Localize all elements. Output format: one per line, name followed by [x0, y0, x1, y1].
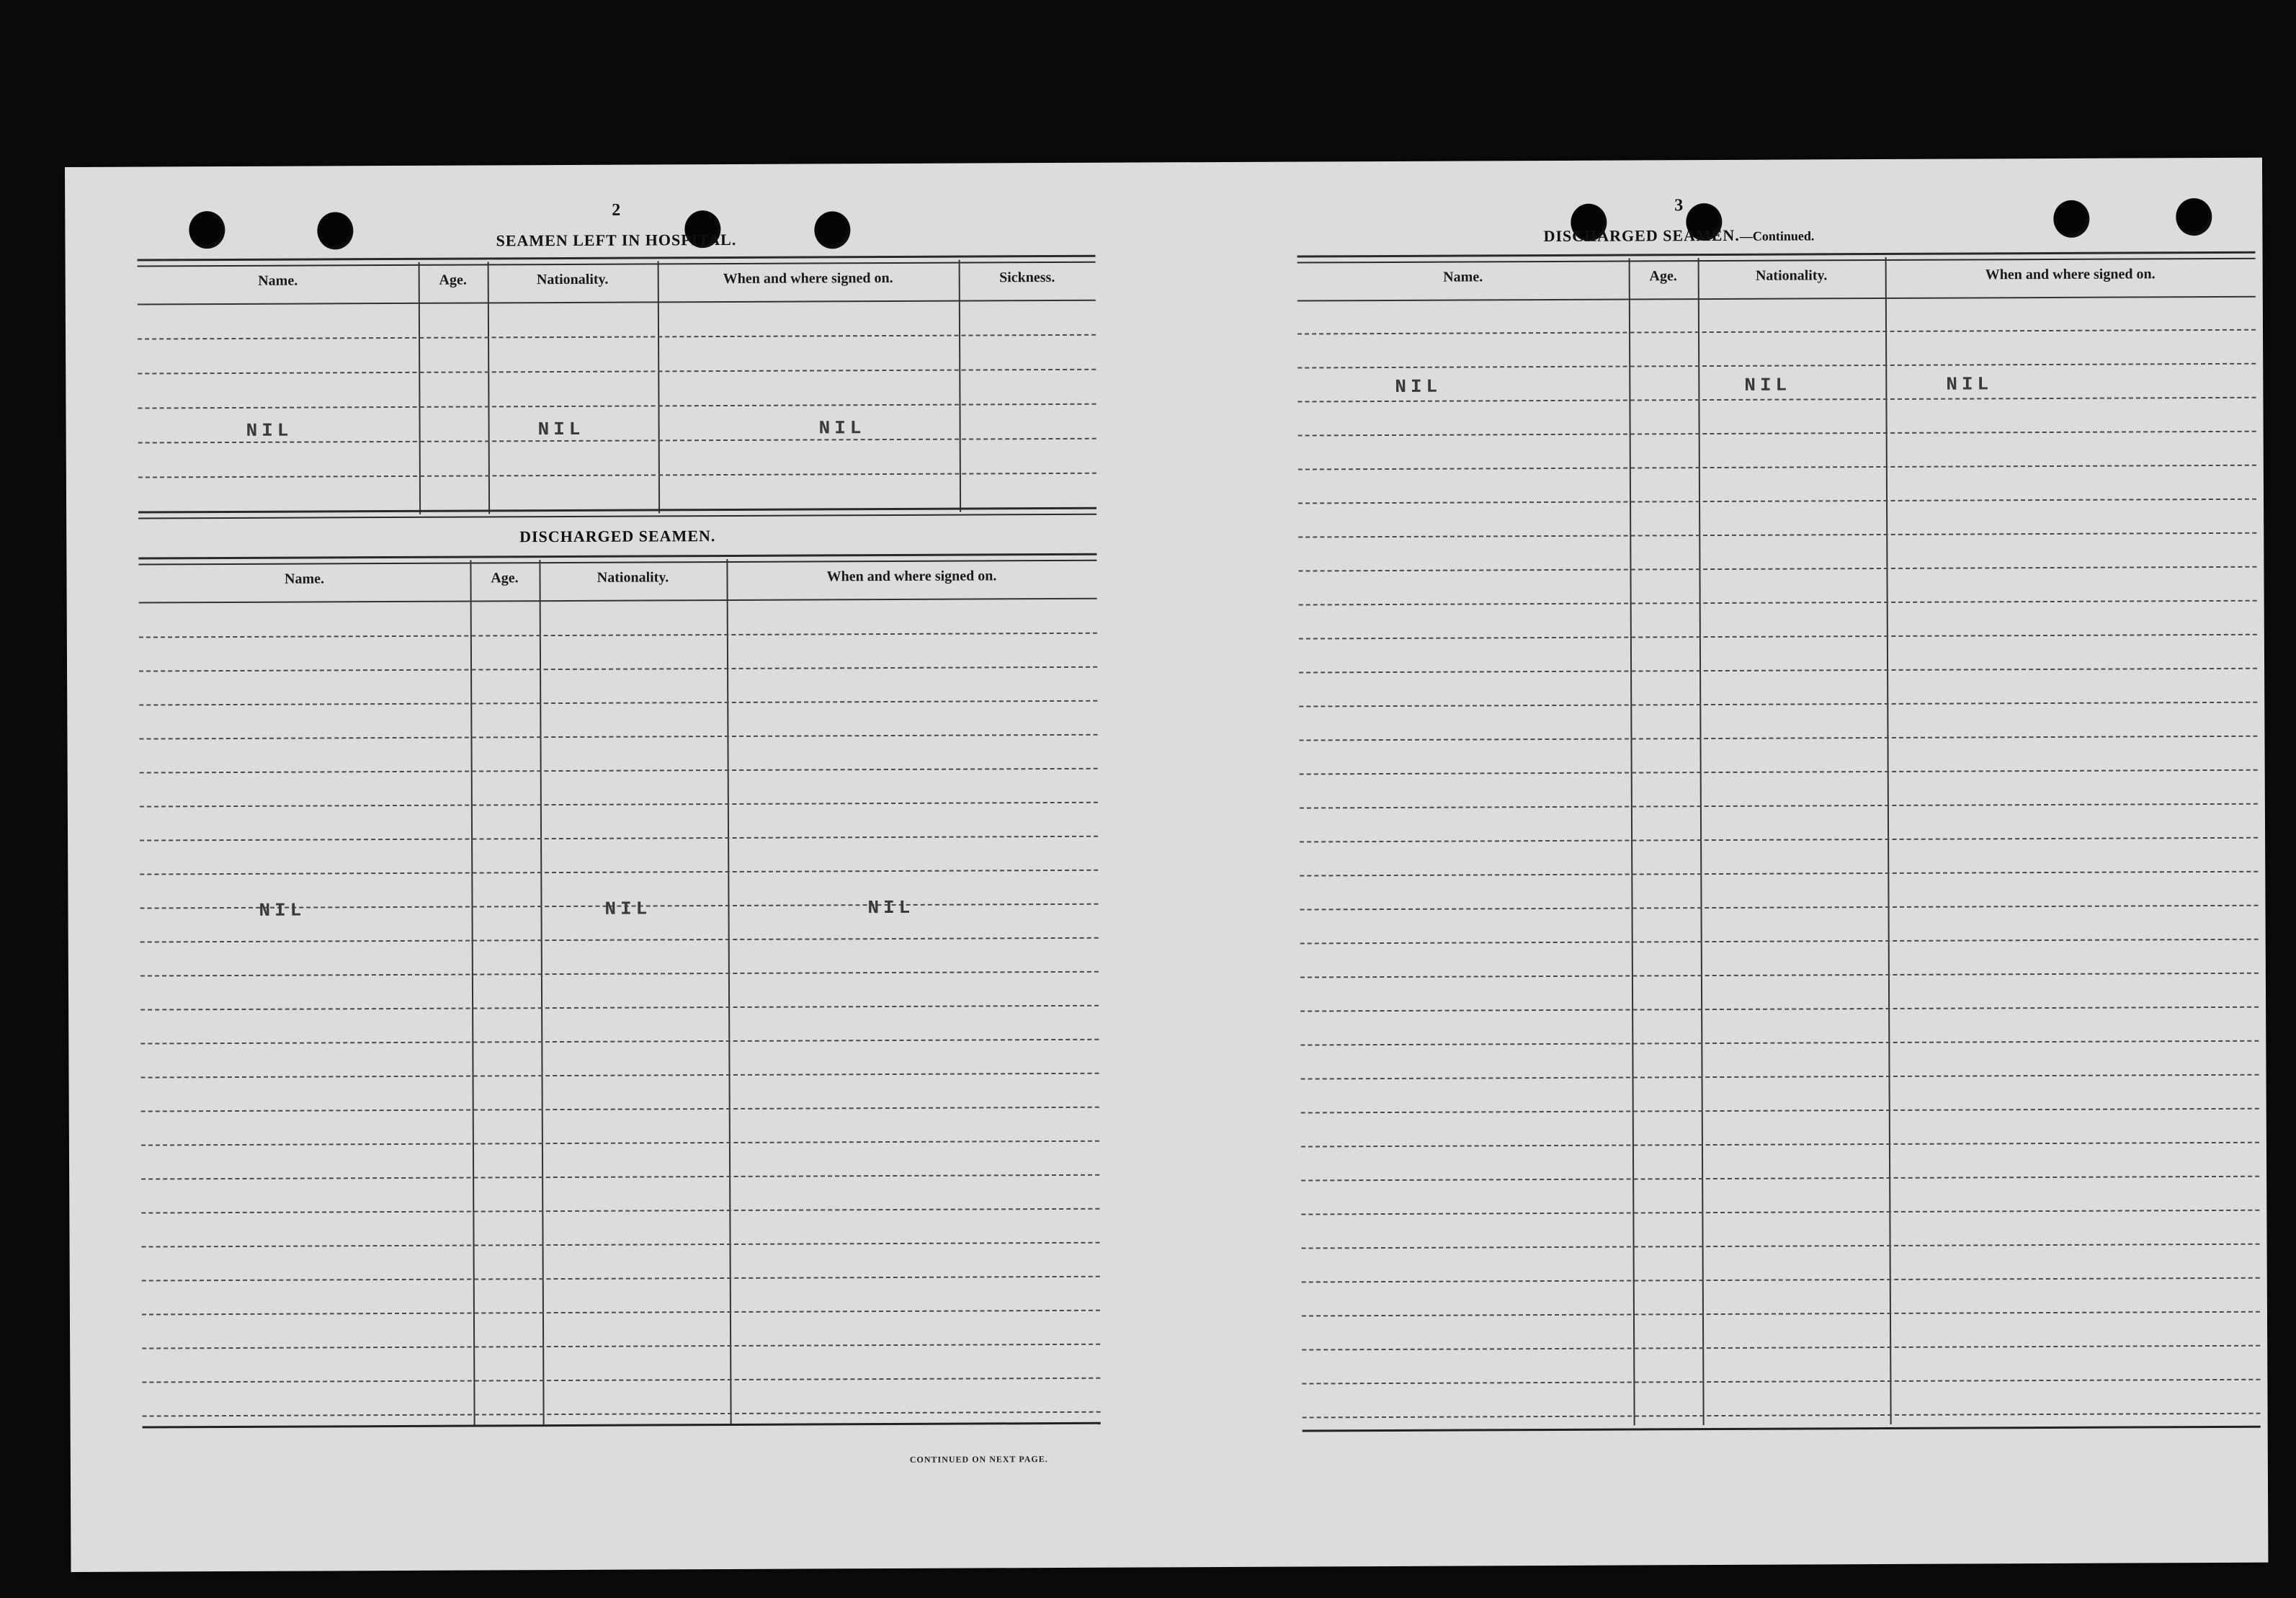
- table-row: [140, 870, 1098, 875]
- table-row: [138, 403, 1096, 409]
- table-top-rule: [138, 553, 1096, 566]
- column-header-nationality: Nationality.: [536, 271, 609, 288]
- table-row: [140, 1039, 1099, 1045]
- column-header-signed-on: When and where signed on.: [723, 269, 893, 287]
- table-row: [140, 937, 1099, 943]
- page-number: 3: [1674, 196, 1684, 215]
- column-header-age: Age.: [491, 570, 519, 586]
- nationality-entry: NIL: [537, 418, 585, 441]
- column-header-signed-on: When and where signed on.: [1985, 266, 2156, 283]
- table-row: [142, 1242, 1100, 1248]
- table-row: [140, 768, 1098, 774]
- table-row: [1300, 803, 2258, 809]
- table-row: [1301, 1142, 2259, 1148]
- table-row: [1299, 600, 2257, 606]
- column-header-name: Name.: [284, 571, 325, 587]
- signed-on-entry: NIL: [867, 896, 915, 919]
- column-header-age: Age.: [439, 272, 467, 288]
- table-header: [138, 568, 1096, 601]
- table-row: [1299, 702, 2257, 708]
- name-entry: NIL: [259, 899, 306, 921]
- table-row: [141, 1208, 1099, 1214]
- continued-note: CONTINUED ON NEXT PAGE.: [909, 1454, 1048, 1465]
- table-top-rule: [1297, 251, 2256, 264]
- table-row: [138, 473, 1096, 478]
- table-row: [1302, 1244, 2260, 1249]
- table-row: [142, 1344, 1100, 1349]
- table-row: [1300, 1040, 2259, 1046]
- table-row: [1301, 1210, 2259, 1215]
- table-row: [138, 334, 1096, 340]
- table-row: [1300, 905, 2259, 911]
- table-row: [1299, 736, 2257, 741]
- name-entry: NIL: [1395, 375, 1442, 398]
- table-row: [142, 1378, 1100, 1383]
- table-row: [1298, 431, 2256, 437]
- column-header-age: Age.: [1649, 268, 1677, 285]
- table-row: [140, 1005, 1099, 1011]
- table-row: [141, 1073, 1099, 1079]
- table-row: [139, 666, 1097, 672]
- table-row: [139, 700, 1097, 706]
- table-bottom-rule: [143, 1422, 1101, 1429]
- table-row: [1300, 837, 2258, 843]
- table-row: [1302, 1311, 2260, 1317]
- name-entry: NIL: [246, 419, 293, 442]
- table-row: [1298, 566, 2256, 572]
- table-row: [1302, 1345, 2260, 1351]
- table-row: [139, 633, 1097, 638]
- ledger-paper: [65, 158, 2268, 1572]
- title-suffix: —Continued.: [1739, 228, 1815, 244]
- table-header: [1297, 266, 2256, 299]
- punch-hole: [814, 211, 850, 249]
- table-row: [1298, 499, 2256, 504]
- table-row: [1300, 973, 2259, 978]
- punch-hole: [2176, 198, 2212, 236]
- table-row: [1302, 1379, 2260, 1385]
- table-row: [1302, 1277, 2260, 1283]
- table-row: [141, 1141, 1099, 1146]
- nationality-entry: NIL: [604, 898, 652, 920]
- signed-on-entry: NIL: [1946, 373, 1993, 396]
- column-header-nationality: Nationality.: [1755, 267, 1828, 284]
- table-row: [1299, 668, 2257, 674]
- column-header-signed-on: When and where signed on.: [826, 568, 997, 585]
- section-title-hospital: SEAMEN LEFT IN HOSPITAL.: [496, 230, 737, 250]
- title-main: DISCHARGED SEAMEN.: [1543, 226, 1740, 246]
- table-row: [1301, 1108, 2259, 1114]
- table-row: [1298, 465, 2256, 470]
- table-row: [1301, 1074, 2259, 1080]
- table-row: [140, 971, 1099, 977]
- column-divider: [470, 561, 475, 1425]
- section-title-discharged: DISCHARGED SEAMEN.: [519, 527, 716, 546]
- table-row: [142, 1310, 1100, 1316]
- punch-hole: [2053, 200, 2089, 238]
- table-row: [1300, 1006, 2259, 1012]
- signed-on-entry: NIL: [818, 417, 866, 439]
- table-row: [141, 1107, 1099, 1112]
- hospital-table: [138, 255, 1097, 526]
- table-row: [1297, 397, 2256, 403]
- left-page: [65, 162, 1151, 1572]
- right-page: [1218, 158, 2268, 1567]
- nationality-entry: NIL: [1744, 374, 1792, 396]
- page-number: 2: [612, 200, 621, 220]
- table-row: [1298, 532, 2256, 538]
- table-row: [138, 369, 1096, 375]
- section-title-discharged-continued: [1543, 226, 1814, 246]
- column-header-name: Name.: [258, 272, 298, 289]
- table-bottom-rule: [138, 507, 1096, 519]
- table-row: [140, 802, 1098, 808]
- column-header-sickness: Sickness.: [999, 269, 1055, 286]
- table-top-rule: [138, 255, 1096, 267]
- punch-hole: [189, 211, 225, 249]
- table-row: [141, 1174, 1099, 1180]
- table-bottom-rule: [1303, 1426, 2261, 1432]
- table-row: [1299, 634, 2257, 640]
- table-row: [1300, 769, 2258, 775]
- table-row: [1300, 871, 2258, 877]
- discharged-table: [138, 553, 1100, 1444]
- column-divider: [539, 560, 544, 1424]
- table-row: [1297, 363, 2256, 369]
- column-header-nationality: Nationality.: [597, 569, 669, 586]
- table-row: [1297, 329, 2256, 335]
- table-header: [138, 269, 1096, 303]
- table-row: [1300, 939, 2259, 945]
- table-row: [142, 1276, 1100, 1282]
- table-row: [143, 1411, 1101, 1417]
- table-row: [1303, 1413, 2261, 1419]
- table-row: [1301, 1176, 2259, 1182]
- discharged-continued-table: [1297, 251, 2261, 1445]
- table-row: [139, 734, 1097, 740]
- column-header-name: Name.: [1443, 269, 1483, 285]
- punch-hole: [317, 212, 353, 249]
- column-divider: [726, 559, 731, 1424]
- table-row: [140, 836, 1098, 842]
